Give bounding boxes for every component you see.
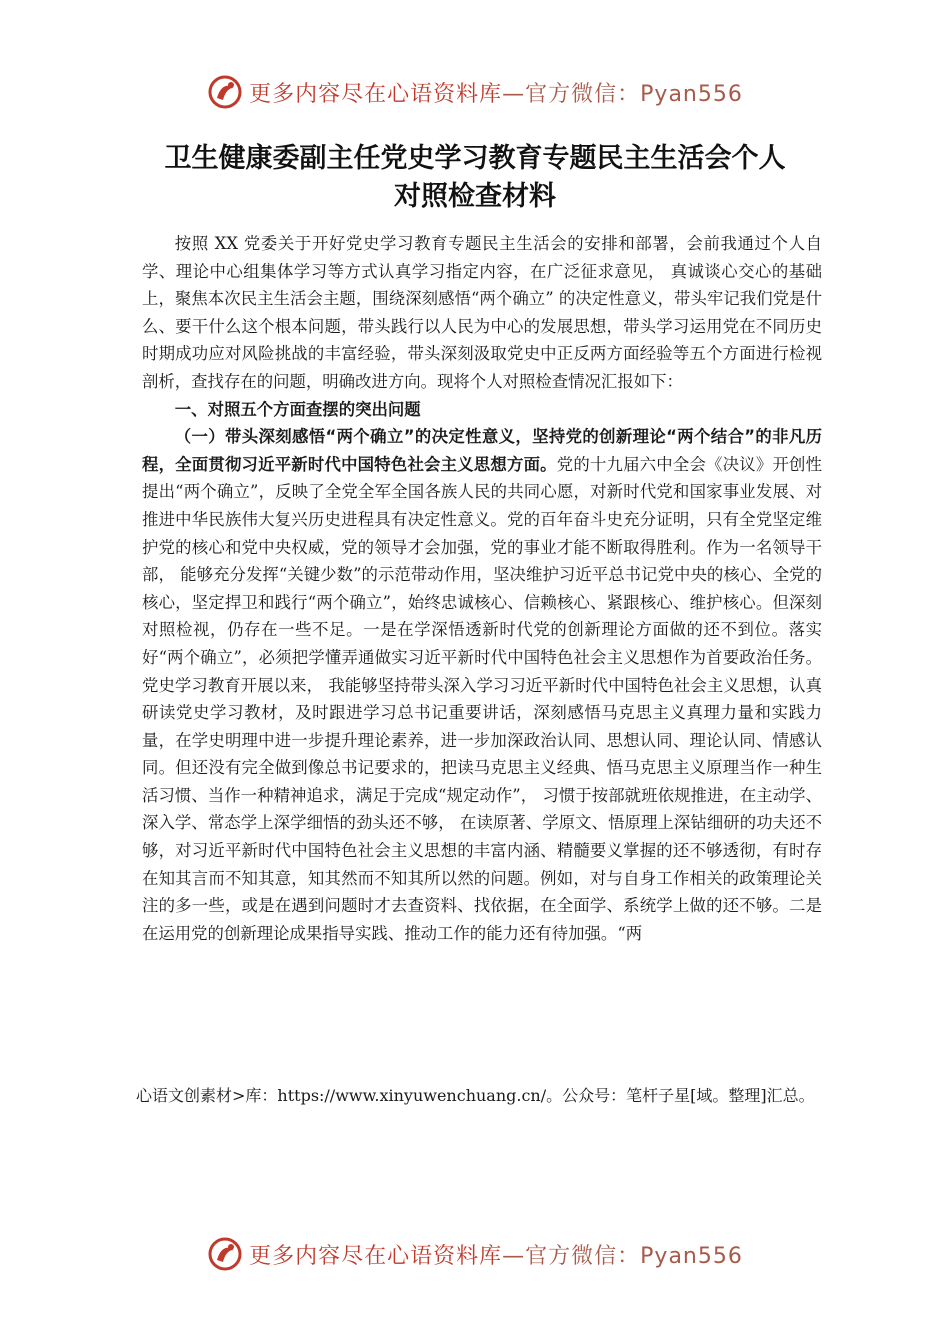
banner-wechat: —官方微信：Pyan556 xyxy=(502,1243,743,1269)
footer-banner xyxy=(0,1232,950,1276)
banner-site-name: 更多内容尽在心语资料库 xyxy=(249,1243,503,1269)
item-paragraph xyxy=(142,423,822,947)
banner-text xyxy=(249,77,743,108)
title-line-2: 对照检查材料 xyxy=(394,181,556,212)
section-heading: 一、对照五个方面查摆的突出问题 xyxy=(174,399,421,419)
banner-text xyxy=(249,1239,743,1270)
document-body xyxy=(142,230,822,947)
title-line-1: 卫生健康委副主任党史学习教育专题民主生活会个人 xyxy=(164,143,786,174)
brand-logo-icon xyxy=(207,1236,243,1272)
header-banner xyxy=(0,70,950,114)
banner-wechat: —官方微信：Pyan556 xyxy=(502,81,743,107)
brand-logo-icon xyxy=(207,74,243,110)
item-text: 党的十九届六中全会《决议》开创性提出“两个确立”，反映了全党全军全国各族人民的共同心愿，对新时代党和国家事业发展、对推进中华民族伟大复兴历史进程具有决定性意义。党的百年奋斗史充分证明，只有全党坚定维护党的核心和党中央权威，党的领导才会加强，党的事业才能不断取得胜利。作为一名领导干部， 能够充分发挥“关键少数”的示范带动作用，坚决维护习近平总书记党中央的核心、全党的核心，坚定捍卫和践行“两个确立”，始终忠诚核心、信赖核心、紧跟核心、维护核心。但深刻对照检视，仍存在一些不足。一是在学深悟透新时代党的创新理论方面做的还不到位。落实好“两个确立”，必须把学懂弄通做实习近平新时代中国特色社会主义思想作为首要政治任务。党史学习教育开展以来， 我能够坚持带头深入学习习近平新时代中国特色社会主义思想，认真研读党史学习教材，及时跟进学习总书记重要讲话，深刻感悟马克思主义真理力量和实践力量，在学史明理中进一步提升理论素养，进一步加深政治认同、思想认同、理论认同、情感认同。但还没有完全做到像总书记要求的，把读马克思主义经典、悟马克思主义原理当作一种生活习惯、当作一种精神追求，满足于完成“规定动作”， 习惯于按部就班依规推进，在主动学、深入学、常态学上深学细悟的劲头还不够， 在读原著、学原文、悟原理上深钻细研的功夫还不够，对习近平新时代中国特色社会主义思想的丰富内涵、精髓要义掌握的还不够透彻，有时存在知其言而不知其意，知其然而不知其所以然的问题。例如，对与自身工作相关的政策理论关注的多一些，或是在遇到问题时才去查资料、找依据，在全面学、系统学上做的还不够。二是在运用党的创新理论成果指导实践、推动工作的能力还有待加强。“两 xyxy=(142,454,823,943)
document-title xyxy=(100,140,850,216)
item-lead: （一）带头深刻感悟“两个确立”的决定性意义，坚持党的创新理论“两个结合”的非凡历程，全面贯彻习近平新时代中国特色社会主义思想方面。 xyxy=(142,427,822,474)
source-footnote: 心语文创素材>库：https://www.xinyuwenchuang.cn/。公众号：笔杆子星[域。整理]汇总。 xyxy=(136,1086,815,1105)
intro-paragraph: 按照 XX 党委关于开好党史学习教育专题民主生活会的安排和部署，会前我通过个人自学、理论中心组集体学习等方式认真学习指定内容，在广泛征求意见， 真诚谈心交心的基础上，聚焦本次民主生活会主题，围绕深刻感悟“两个确立” 的决定性意义，带头牢记我们党是什么、要干什么这个根本问题，带头践行以人民为中心的发展思想，带头学习运用党在不同历史时期成功应对风险挑战的丰富经验，带头深刻汲取党史中正反两方面经验等五个方面进行检视剖析，查找存在的问题，明确改进方向。现将个人对照检查情况汇报如下： xyxy=(142,234,822,391)
banner-site-name: 更多内容尽在心语资料库 xyxy=(249,81,503,107)
